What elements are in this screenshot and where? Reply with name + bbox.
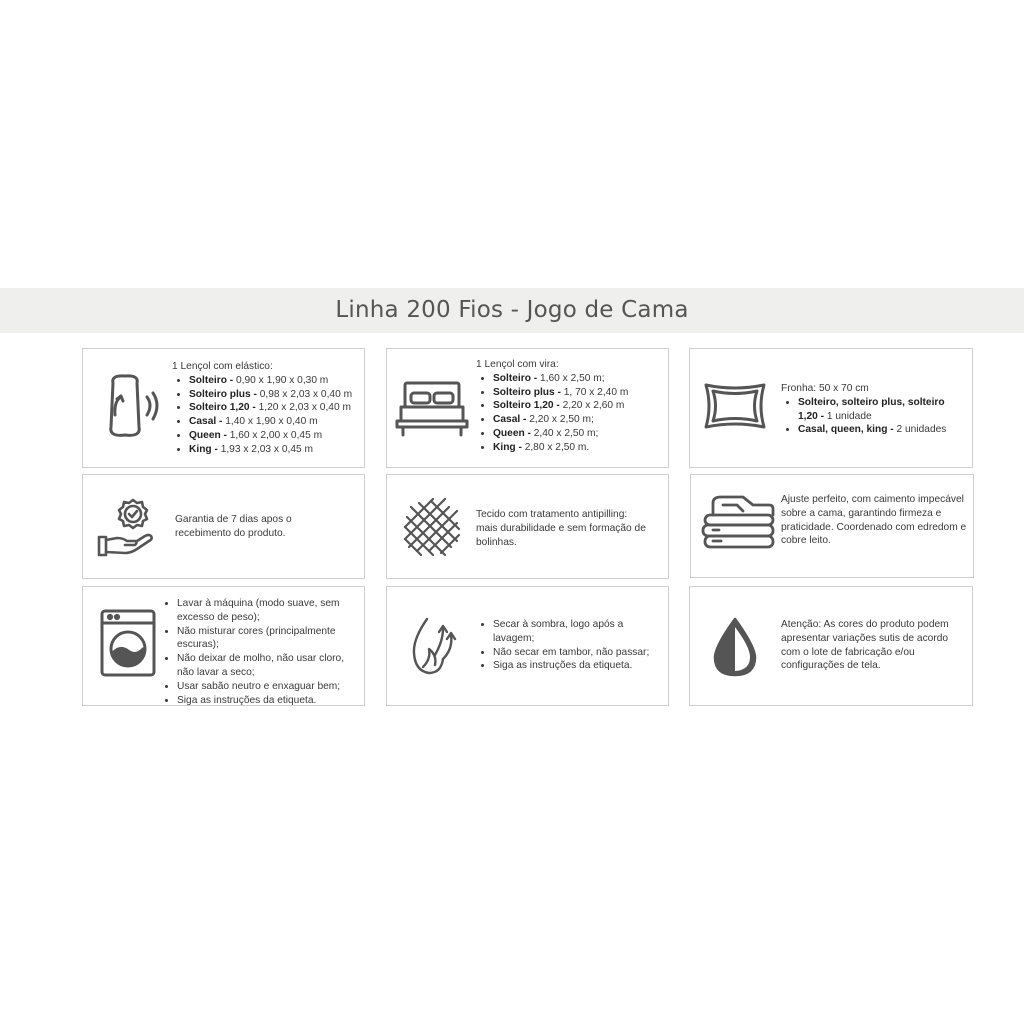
- list-item: • Não secar em tambor, não passar;: [493, 646, 656, 660]
- pillowcase-heading: Fronha: 50 x 70 cm: [781, 383, 869, 394]
- card-warranty: [82, 474, 365, 579]
- list-item: • Solteiro, solteiro plus, solteiro 1,20 - 1 unidade: [798, 396, 951, 424]
- list-item: • King - 1,93 x 2,03 x 0,45 m: [189, 443, 362, 457]
- card-drying: [386, 586, 669, 706]
- flat-sheet-heading: 1 Lençol com vira:: [476, 359, 559, 370]
- antipilling-text: Tecido com tratamento antipilling: mais durabilidade e sem formação de bolinhas.: [476, 509, 646, 548]
- folded-linen-icon: [699, 491, 775, 555]
- list-item: • Solteiro plus - 0,98 x 2,03 x 0,40 m: [189, 388, 362, 402]
- washing-machine-icon: [98, 607, 158, 677]
- fitted-sheet-icon: [101, 371, 161, 441]
- pillow-icon: [700, 379, 770, 433]
- fitted-sheet-heading: 1 Lençol com elástico:: [172, 361, 273, 372]
- title-banner: [0, 288, 1024, 333]
- card-fitted-sheet: [82, 348, 365, 468]
- list-item: • Solteiro plus - 1, 70 x 2,40 m: [493, 386, 666, 400]
- list-item: • Solteiro 1,20 - 2,20 x 2,60 m: [493, 399, 666, 413]
- fabric-weave-icon: [401, 497, 463, 559]
- list-item: • Lavar à máquina (modo suave, sem excesso de peso);: [177, 597, 355, 625]
- card-flat-sheet: [386, 348, 669, 468]
- color-drop-icon: [710, 615, 760, 679]
- warranty-hand-icon: [95, 495, 159, 559]
- list-item: • King - 2,80 x 2,50 m.: [493, 441, 666, 455]
- list-item: • Solteiro - 1,60 x 2,50 m;: [493, 372, 666, 386]
- card-pillowcase: [689, 348, 973, 468]
- bed-icon: [395, 379, 469, 437]
- list-item: • Casal - 1,40 x 1,90 x 0,40 m: [189, 415, 362, 429]
- list-item: • Não deixar de molho, não usar cloro, não lavar a seco;: [177, 652, 355, 680]
- list-item: • Queen - 2,40 x 2,50 m;: [493, 427, 666, 441]
- card-washing: [82, 586, 365, 706]
- list-item: • Não misturar cores (principalmente escuras);: [177, 625, 355, 653]
- list-item: • Solteiro 1,20 - 1,20 x 2,03 x 0,40 m: [189, 401, 362, 415]
- card-attention: [689, 586, 973, 706]
- fit-text: Ajuste perfeito, com caimento impecável sobre a cama, garantindo firmeza e praticidade. Coordenado com edredom e cobre leito.: [781, 494, 967, 547]
- list-item: • Casal, queen, king - 2 unidades: [798, 423, 951, 437]
- card-fit: [690, 474, 974, 578]
- list-item: • Casal - 2,20 x 2,50 m;: [493, 413, 666, 427]
- list-item: • Secar à sombra, logo após a lavagem;: [493, 618, 656, 646]
- attention-text: Atenção: As cores do produto podem apresentar variações sutis de acordo com o lote de fabricação e/ou configurações de tela.: [781, 619, 949, 672]
- list-item: • Usar sabão neutro e enxaguar bem;: [177, 680, 355, 694]
- warranty-text: Garantia de 7 dias apos o recebimento do produto.: [175, 514, 292, 539]
- list-item: • Queen - 1,60 x 2,00 x 0,45 m: [189, 429, 362, 443]
- drying-drop-icon: [409, 615, 465, 677]
- list-item: • Siga as instruções da etiqueta.: [493, 659, 656, 673]
- list-item: • Solteiro - 0,90 x 1,90 x 0,30 m: [189, 374, 362, 388]
- page-title: Linha 200 Fios - Jogo de Cama: [335, 297, 689, 323]
- list-item: • Siga as instruções da etiqueta.: [177, 694, 355, 708]
- card-antipilling: [386, 474, 669, 579]
